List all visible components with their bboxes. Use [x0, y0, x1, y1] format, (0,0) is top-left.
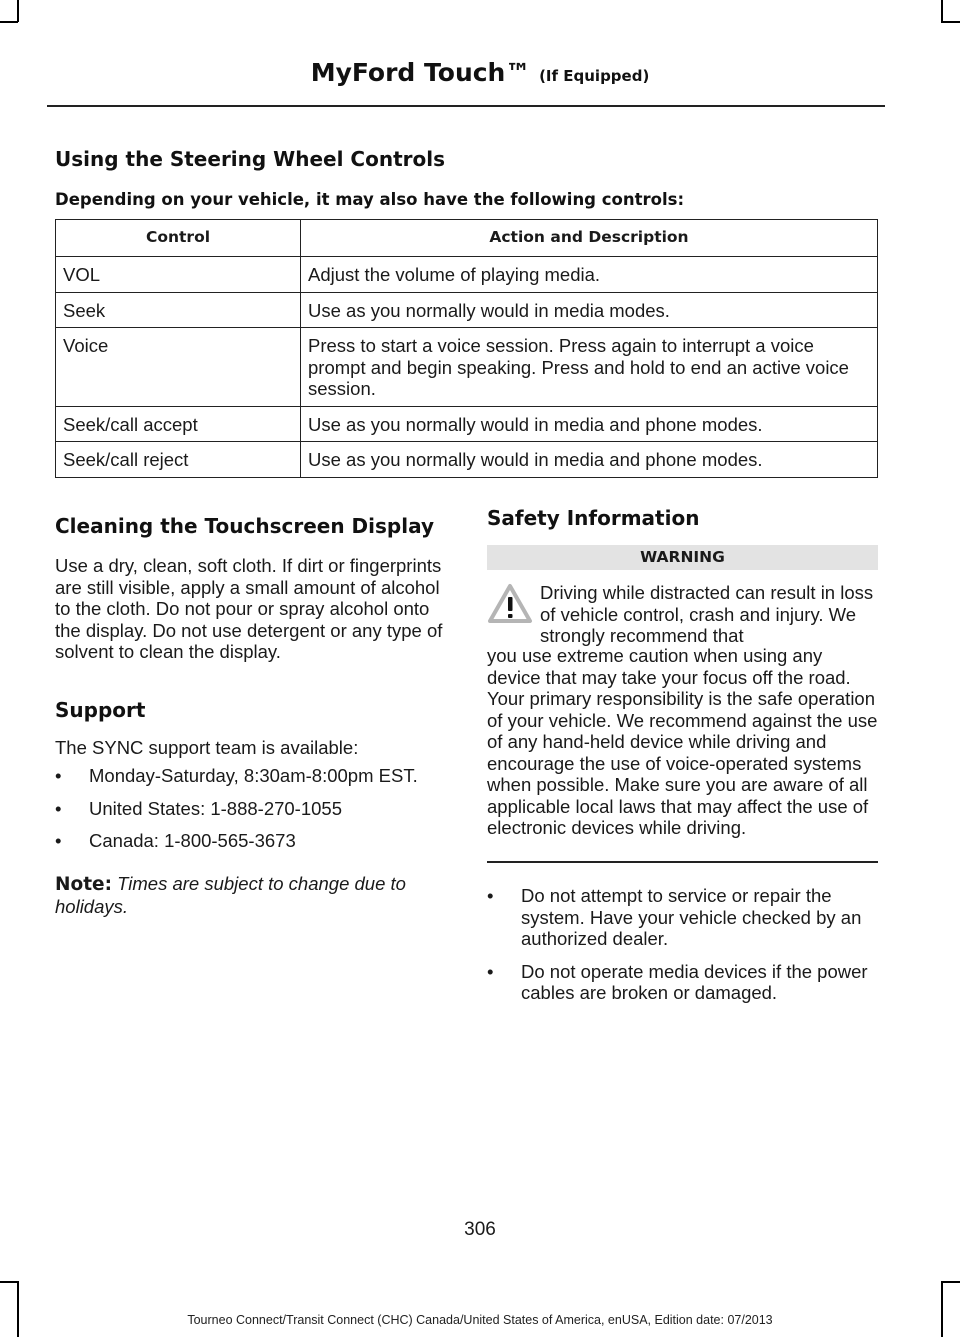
crop-mark-bottom-right-h — [941, 1281, 960, 1283]
page-footer: Tourneo Connect/Transit Connect (CHC) Canada/United States of America, enUSA, Edition date: 07/2013 — [187, 1313, 773, 1327]
list-item-text: Monday-Saturday, 8:30am-8:00pm EST. — [89, 765, 418, 786]
crop-mark-top-right-h — [941, 21, 960, 23]
control-cell: Seek/call accept — [56, 406, 301, 442]
support-intro: The SYNC support team is available: — [55, 737, 359, 758]
table-row — [56, 442, 878, 478]
steering-intro: Depending on your vehicle, it may also have the following controls: — [55, 190, 685, 209]
warning-divider — [487, 861, 878, 863]
action-cell: Use as you normally would in media and phone modes. — [301, 442, 878, 478]
crop-mark-top-right — [941, 0, 943, 22]
list-item-text: Do not attempt to service or repair the system. Have your vehicle checked by an authorized dealer. — [521, 885, 862, 949]
action-cell: Use as you normally would in media and phone modes. — [301, 406, 878, 442]
column-header-action: Action and Description — [301, 220, 878, 257]
crop-mark-top-left — [17, 0, 19, 22]
table-row — [56, 257, 878, 293]
support-heading: Support — [55, 698, 146, 722]
list-item-text: Do not operate media devices if the power cables are broken or damaged. — [521, 960, 868, 1003]
action-cell: Use as you normally would in media modes. — [301, 292, 878, 328]
controls-table — [55, 219, 878, 478]
support-note — [55, 873, 447, 917]
note-text: Times are subject to change due to holidays. — [55, 873, 406, 917]
crop-mark-bottom-right — [941, 1281, 943, 1337]
column-header-control: Control — [56, 220, 301, 257]
control-cell: VOL — [56, 257, 301, 293]
safety-list — [487, 885, 880, 1004]
crop-mark-top-left-h — [0, 21, 18, 23]
list-item — [55, 765, 447, 787]
steering-heading: Using the Steering Wheel Controls — [55, 147, 445, 171]
warning-label: WARNING — [487, 545, 878, 570]
control-cell: Seek/call reject — [56, 442, 301, 478]
page-title: MyFord Touch™ — [310, 58, 531, 87]
warning-text-wrapped: Driving while distracted can result in loss of vehicle control, crash and injury. We strongly recommend that — [540, 582, 874, 646]
control-cell: Voice — [56, 328, 301, 407]
list-item — [55, 798, 447, 820]
crop-mark-bottom-left — [17, 1281, 19, 1337]
list-item-text: Canada: 1-800-565-3673 — [89, 830, 296, 851]
table-row — [56, 406, 878, 442]
page-header — [0, 58, 960, 87]
table-row — [56, 292, 878, 328]
list-item-text: United States: 1-888-270-1055 — [89, 797, 343, 819]
list-item — [55, 830, 447, 852]
note-label: Note: — [55, 874, 112, 895]
crop-mark-bottom-left-h — [0, 1281, 18, 1283]
bullet: • — [487, 885, 494, 906]
safety-heading: Safety Information — [487, 506, 700, 530]
warning-triangle-icon — [487, 583, 533, 625]
support-list — [55, 765, 447, 852]
list-item — [487, 885, 880, 950]
cleaning-body: Use a dry, clean, soft cloth. If dirt or fingerprints are still visible, apply a small amount of alcohol to the cloth. Do not pour or spray alcohol onto the display. Do not use detergent or any type of solvent to clean the display. — [55, 555, 443, 662]
table-row — [56, 328, 878, 407]
control-cell: Seek — [56, 292, 301, 328]
header-divider — [47, 105, 885, 107]
page-subtitle: (If Equipped) — [539, 67, 650, 85]
page-number: 306 — [464, 1219, 496, 1240]
table-header-row — [56, 220, 878, 257]
bullet: • — [55, 830, 62, 851]
action-cell: Adjust the volume of playing media. — [301, 257, 878, 293]
bullet: • — [55, 765, 62, 786]
bullet: • — [487, 960, 494, 982]
list-item — [487, 961, 880, 1004]
cleaning-heading: Cleaning the Touchscreen Display — [55, 514, 434, 538]
action-cell: Press to start a voice session. Press again to interrupt a voice prompt and begin speaking. Press and hold to end an active voice session. — [301, 328, 878, 407]
bullet: • — [55, 797, 62, 819]
warning-text: you use extreme caution when using any device that may take your focus off the road. Your primary responsibility is the safe operation of your vehicle. We recommend against the use of any hand-held device while driving and encourage the use of voice-operated systems when possible. Make sure you are aware of all applicable local laws that may affect the use of electronic devices while driving. — [487, 645, 878, 838]
